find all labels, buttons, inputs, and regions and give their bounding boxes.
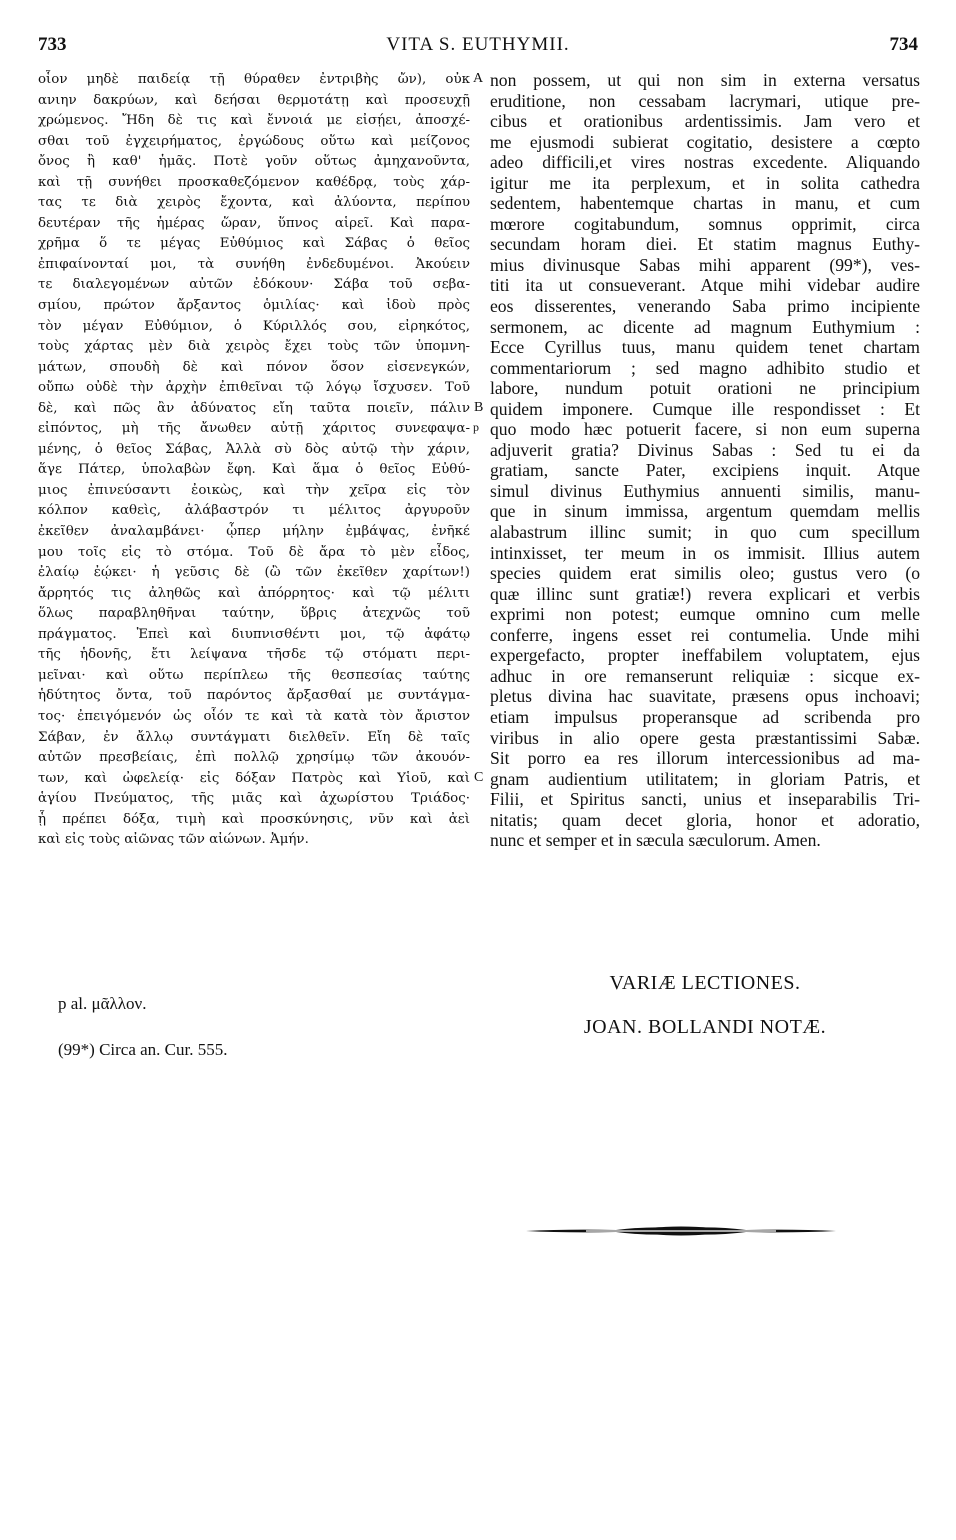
latin-text-line: pletus divina hac suavitate, præsens opus inchoavi; [490,686,920,707]
latin-text-column [490,70,920,851]
latin-text-line: quæ illinc sunt gratiæ!) revera explicari et verbis [490,583,920,604]
greek-text-line: οἷον μηδὲ παιδείᾳ τῇ θύραθεν ἐντριβὴς ὤν), οὐκ [38,72,470,87]
bollandi-notae-heading: JOAN. BOLLANDI NOTÆ. [583,1016,827,1038]
latin-text-line: adeo difficili,et vires nostras excedente. Aliquando [490,152,920,173]
greek-text-line: ᾗ πρέπει δόξα, τιμὴ καὶ προσκύνησις, νῦν καὶ ἀεὶ [38,811,470,827]
latin-text-line: adhuc in ore remanserunt reliquiæ : sicque ex- [490,665,920,686]
latin-text-line: viribus in alio opere gesta præstantissimi Sabæ. [490,727,920,748]
greek-text-line: ἡδύτητος ὄντα, τοῦ παρόντος ἄρξασθαί με συντάγμα- [38,688,470,704]
latin-text-line: mius divinusque Sabas mihi apparent (99*), ves- [490,254,920,275]
latin-text-line: commentariorum ; sed magno adhibito studio et [490,357,920,378]
latin-text-line: species quidem erat similis oleo; gustus vero (o [490,563,920,584]
latin-text-line: me ejusmodi subierat cogitatio, desistere a cœpto [490,131,920,152]
margin-letter-c: C [474,770,484,785]
page-number-left: 733 [38,34,67,55]
greek-text-line: μένης, ὁ θεῖος Σάβας, Ἀλλὰ σὺ δὸς αὐτῷ τὴν χάριν, [38,441,470,457]
greek-text-line: χρώμενος. Ἤδη δὲ τις καὶ ἔννοιά με εἰσῄει, ἀποσχέ- [38,113,470,129]
latin-text-line: alabastrum illinc sumit; in quo cum specillum [490,522,920,543]
latin-text-line: nunc et semper et in sæcula sæculorum. Amen. [490,830,821,851]
greek-text-line: τῆς ἡδονῆς, ἔτι λείψανα τῆσδε τῷ στόματι περι- [38,647,470,663]
latin-text-line: nitatis; quam decet gloria, honor et adoratio, [490,809,920,830]
margin-letter-a: A [473,71,484,86]
greek-text-line: τοὺς χάρτας μὲν διὰ χειρὸς ἔχει τοὺς τῶν ὑπομνη- [38,339,470,355]
ornamental-tailpiece [526,1224,836,1238]
greek-text-line: σμίου, πρώτον ἄρξαντος ὁμιλίας· καὶ ἰδοὺ πρὸς [38,298,470,314]
latin-text-line: intinxisset, ter meum in os immisit. Illius autem [490,542,920,563]
latin-text-line: quo modo hæc potuerit facere, si non eum superna [490,419,920,440]
page-number-right: 734 [889,34,918,55]
greek-text-line: ἅγε Πάτερ, ὑπολαβὼν ἔφη. Καὶ ἅμα ὁ θεῖος Εὐθύ- [38,462,470,478]
page-header [38,34,918,64]
latin-text-line: eos disserentes, venerando Saba primo incipiente [490,296,920,317]
latin-text-line: conferre, ingens esset rei contumelia. Unde mihi [490,624,920,645]
greek-text-line: οὔπω οὐδὲ τὴν ἀρχὴν ἐπιθεῖναι τῷ λόγῳ ἴσχυσεν. Τοῦ [38,380,470,396]
latin-text-line: sermonem, ac dicente ad magnum Euthymium : [490,316,920,337]
running-title: VITA S. EUTHYMII. [386,34,570,55]
greek-text-line: ὄνος ἢ καθ' ἡμᾶς. Ποτὲ γοῦν οὕτως ἀμηχανοῦντα, [38,154,470,170]
latin-text-line: Sit porro ea res illorum intercessionibus ad ma- [490,748,920,769]
latin-text-line: exprimi non potest; eumque omnino cum melle [490,604,920,625]
latin-text-line: Ecce Cyrillus tuus, manu quidem tenet chartam [490,337,920,358]
latin-text-line: titi ita ut consueverant. Atque mihi videbar audire [490,275,920,296]
greek-text-line: μιος ἐπινεύσαντι ἐοικὼς, καὶ τὴν χεῖρα εἰς τὸν [38,482,470,498]
greek-text-line: τὸν μέγαν Εὐθύμιον, ὁ Κύριλλός σου, εἰρηκότος, [38,318,470,334]
latin-text-line: secundam horam diei. Et statim magnus Euthy- [490,234,920,255]
greek-text-line: τος· ἐπειγόμενόν ὡς οἷόν τε καὶ τὰ κατὰ τὸν ἄριστον [38,708,470,724]
variae-lectiones-heading: VARIÆ LECTIONES. [609,972,801,994]
greek-text-line: ανιην δακρύων, καὶ δεήσαι θερμοτάτῃ καὶ προσευχῇ [38,92,470,108]
latin-text-line: simul divinus Euthymius annuenti similis, manu- [490,480,920,501]
greek-text-line: ἐκεῖθεν ἀναλαμβάνει· ᾧπερ μήλην ἐμβάψας, ἐνῆκέ [38,524,470,540]
greek-text-line: εἰπόντος, μὴ τῆς ἄνωθεν αὐτῇ χάριτος συνεφαψα- [38,421,470,437]
latin-text-line: cibus et orationibus ardentissimis. Jam vero et [490,111,920,132]
latin-text-line: etiam impulsus properansque ad scribenda pro [490,706,920,727]
greek-text-line: ἐπιφαίνονταί μοι, τὰ συνήθη ἐνδεδυμένοι. Ἀκούειν [38,256,470,272]
greek-text-line: καὶ τῇ συνήθει προσκαθεζόμενον καθέδρᾳ, τοὺς χάρ- [38,174,470,190]
greek-text-line: των, καὶ ὠφελείᾳ· εἰς δόξαν Πατρὸς καὶ Υἱοῦ, καὶ [38,770,470,786]
latin-text-line: non possem, ut qui non sim in externa versatus [490,70,920,90]
greek-text-line: τε διαλεγομένων αὐτῶν ἐδόκουν· Σάβα τοῦ σεβα- [38,277,470,293]
greek-text-column [38,70,470,851]
greek-text-line: σθαι τοῦ ἐγχειρήματος, ἐργώδους οὕτω καὶ μείζονος [38,133,470,149]
margin-letter-b: B [474,400,484,415]
latin-text-line: gnam audientium utilitatem; in gloriam Patris, et [490,768,920,789]
greek-text-line: Σάβαν, ἐν ἄλλῳ συντάγματι διελθεῖν. Εἴη δὲ ταῖς [38,729,470,745]
greek-text-line: κόλπον καθεὶς, ἀλάβαστρόν τι μέλιτος ἀργυροῦν [38,503,470,519]
greek-text-line: ἁγίου Πνεύματος, τῆς μιᾶς καὶ ἀχωρίστου Τριάδος· [38,791,470,807]
greek-text-line: ἐλαίῳ ἐῴκει· ἡ γεῦσις δὲ (ὢ τῶν ἐκεῖθεν χαρίτων!) [38,565,470,581]
latin-text-line: labore, nundum potuit orationi ne principium [490,378,920,399]
latin-text-line: quidem imponere. Cumque ille respondisset : Et [490,398,920,419]
greek-text-line: ἄρρητός τις ἀληθῶς καὶ ἀπόρρητος· καὶ τῷ μέλιτι [38,585,470,601]
latin-text-line: que in sinum immissa, argentum quemdam mellis [490,501,920,522]
latin-text-line: Filii, et Spiritus sancti, unius et inseparabilis Tri- [490,789,920,810]
greek-text-line: δευτέραν τῆς ἡμέρας ὥραν, ὕπνος αἱρεῖ. Καὶ παρα- [38,215,470,231]
greek-text-line: δὲ, καὶ πῶς ἂν ἀδύνατος εἴη ταῦτα ποιεῖν, πάλιν [38,400,470,416]
greek-text-line: καὶ εἰς τοὺς αἰῶνας τῶν αἰώνων. Ἀμήν. [38,832,309,848]
latin-text-line: sedentem, habentemque chartas in manu, et cum [490,193,920,214]
greek-text-line: αὐτῶν πρεσβείαις, ἐπὶ πολλῷ χρησίμῳ τῶν ἀκουόν- [38,750,470,766]
latin-text-line: igitur me ita perplexum, et in solita cathedra [490,172,920,193]
margin-footnote-marker: p [473,420,479,434]
greek-text-line: τας τε διὰ χειρὸς ἔχοντα, καὶ ἀλύοντα, περίπου [38,195,470,211]
latin-text-line: adjuverit gratia? Divinus Sabas : Sed tu ei da [490,439,920,460]
footnote-99: (99*) Circa an. Cur. 555. [58,1040,228,1059]
latin-text-line: expergefacto, propter ineffabilem voluptatem, ejus [490,645,920,666]
greek-text-line: μου τοῖς εἰς τὸ στόμα. Τοῦ δὲ ἄρα τὸ μὲν εἶδος, [38,544,470,560]
latin-text-line: mœrore cogitabundum, somnus opprimit, circa [490,213,920,234]
greek-text-line: πράγματος. Ἐπεὶ καὶ διυπνισθέντι μοι, τῷ ἀφάτῳ [38,626,470,642]
latin-text-line: gratiam, sancte Pater, excipiens inquit. Atque [490,460,920,481]
latin-text-line: eruditione, non cessabam lacrymari, utique pre- [490,90,920,111]
greek-text-line: χρῆμα ὅ τε μέγας Εὐθύμιος καὶ Σάβας ὁ θεῖος [38,236,470,252]
greek-text-line: μεῖναι· καὶ οὕτω περίπλεω τῆς θεσπεσίας ταύτης [38,667,470,683]
greek-text-line: μάτων, σπουδὴ δὲ καὶ πόνον ὅσον εἰσενεγκών, [38,359,470,375]
greek-text-line: ὅλως παραβληθῆναι ταύτην, ὕβρις ἀτεχνῶς τοῦ [38,606,470,622]
footnote-variant-reading: p al. μᾶλλον. [58,994,147,1013]
